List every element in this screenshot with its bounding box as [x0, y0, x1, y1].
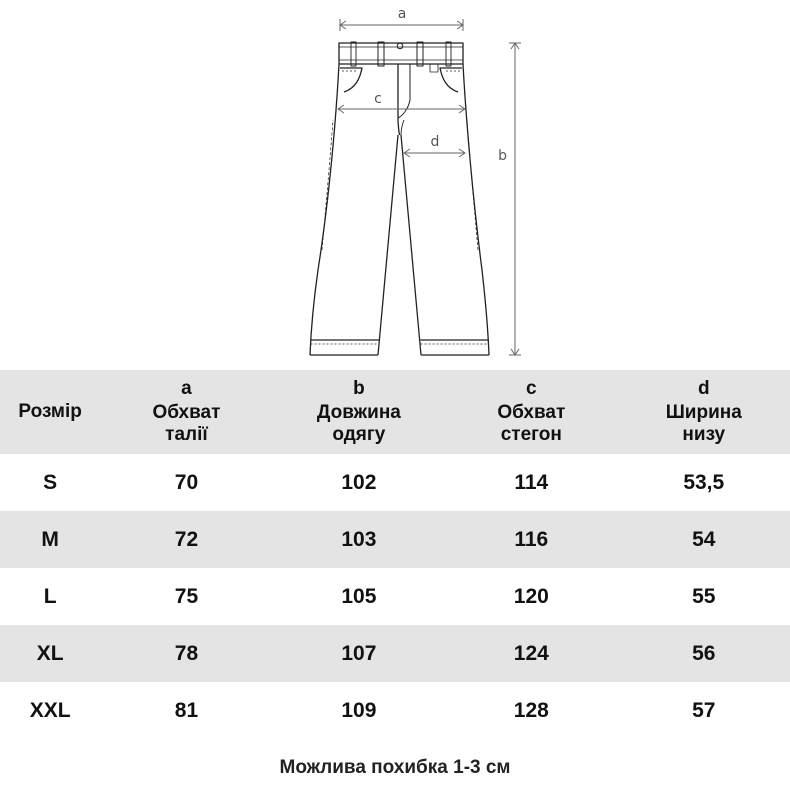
value-cell: 70 [174, 470, 199, 494]
trousers-outline [310, 42, 489, 355]
dim-label-b: b [498, 148, 507, 164]
value-cell: 128 [513, 698, 549, 722]
header-size [0, 370, 100, 454]
header-col-d [618, 370, 790, 454]
value-cell: 105 [341, 584, 377, 608]
table-row [0, 511, 790, 568]
header-name-line2: одягу [332, 424, 386, 445]
value-cell: 102 [341, 470, 377, 494]
header-col-c [445, 370, 617, 454]
value-cell: 53,5 [683, 470, 725, 494]
size-cell: S [43, 470, 58, 494]
value-cell: 114 [514, 470, 549, 494]
size-cell: XL [36, 641, 64, 665]
size-table [0, 370, 790, 739]
header-row [0, 370, 790, 454]
dimension-lines [338, 19, 521, 355]
value-cell: 116 [514, 527, 549, 551]
value-cell: 56 [692, 641, 716, 665]
value-cell: 124 [513, 641, 549, 665]
header-letter: d [697, 378, 710, 399]
header-name-line2: стегон [500, 424, 562, 445]
value-cell: 78 [174, 641, 199, 665]
dim-label-d: d [430, 134, 440, 150]
value-cell: 109 [341, 698, 377, 722]
header-size-label: Розмір [18, 401, 82, 422]
value-cell: 120 [513, 584, 549, 608]
size-cell: XXL [29, 698, 71, 722]
header-col-a [100, 370, 272, 454]
trousers-drawing [0, 0, 790, 370]
value-cell: 103 [341, 527, 377, 551]
dim-label-a: a [397, 6, 407, 22]
value-cell: 81 [174, 698, 199, 722]
dim-label-c: c [374, 91, 382, 107]
header-name-line2: низу [682, 424, 726, 445]
dimension-labels [374, 6, 507, 164]
table-row [0, 682, 790, 739]
size-cell: M [41, 527, 59, 551]
header-name-line1: Обхват [497, 402, 566, 423]
header-letter: a [181, 378, 192, 399]
value-cell: 72 [174, 527, 199, 551]
header-letter: b [353, 378, 365, 399]
value-cell: 57 [692, 698, 716, 722]
size-cell: L [43, 584, 57, 608]
header-letter: c [526, 378, 537, 399]
size-table-body [0, 454, 790, 739]
header-name-line1: Обхват [152, 402, 221, 423]
tolerance-note: Можлива похибка 1-3 см [279, 757, 511, 778]
value-cell: 107 [341, 641, 377, 665]
value-cell: 55 [692, 584, 716, 608]
table-row [0, 625, 790, 682]
table-row [0, 454, 790, 511]
header-name-line1: Ширина [665, 402, 742, 423]
value-cell: 54 [692, 527, 716, 551]
value-cell: 75 [174, 584, 199, 608]
header-name-line2: талії [165, 424, 208, 445]
table-row [0, 568, 790, 625]
size-table-header [0, 370, 790, 454]
header-name-line1: Довжина [316, 402, 401, 423]
trousers-diagram [0, 0, 790, 370]
header-col-b [273, 370, 445, 454]
